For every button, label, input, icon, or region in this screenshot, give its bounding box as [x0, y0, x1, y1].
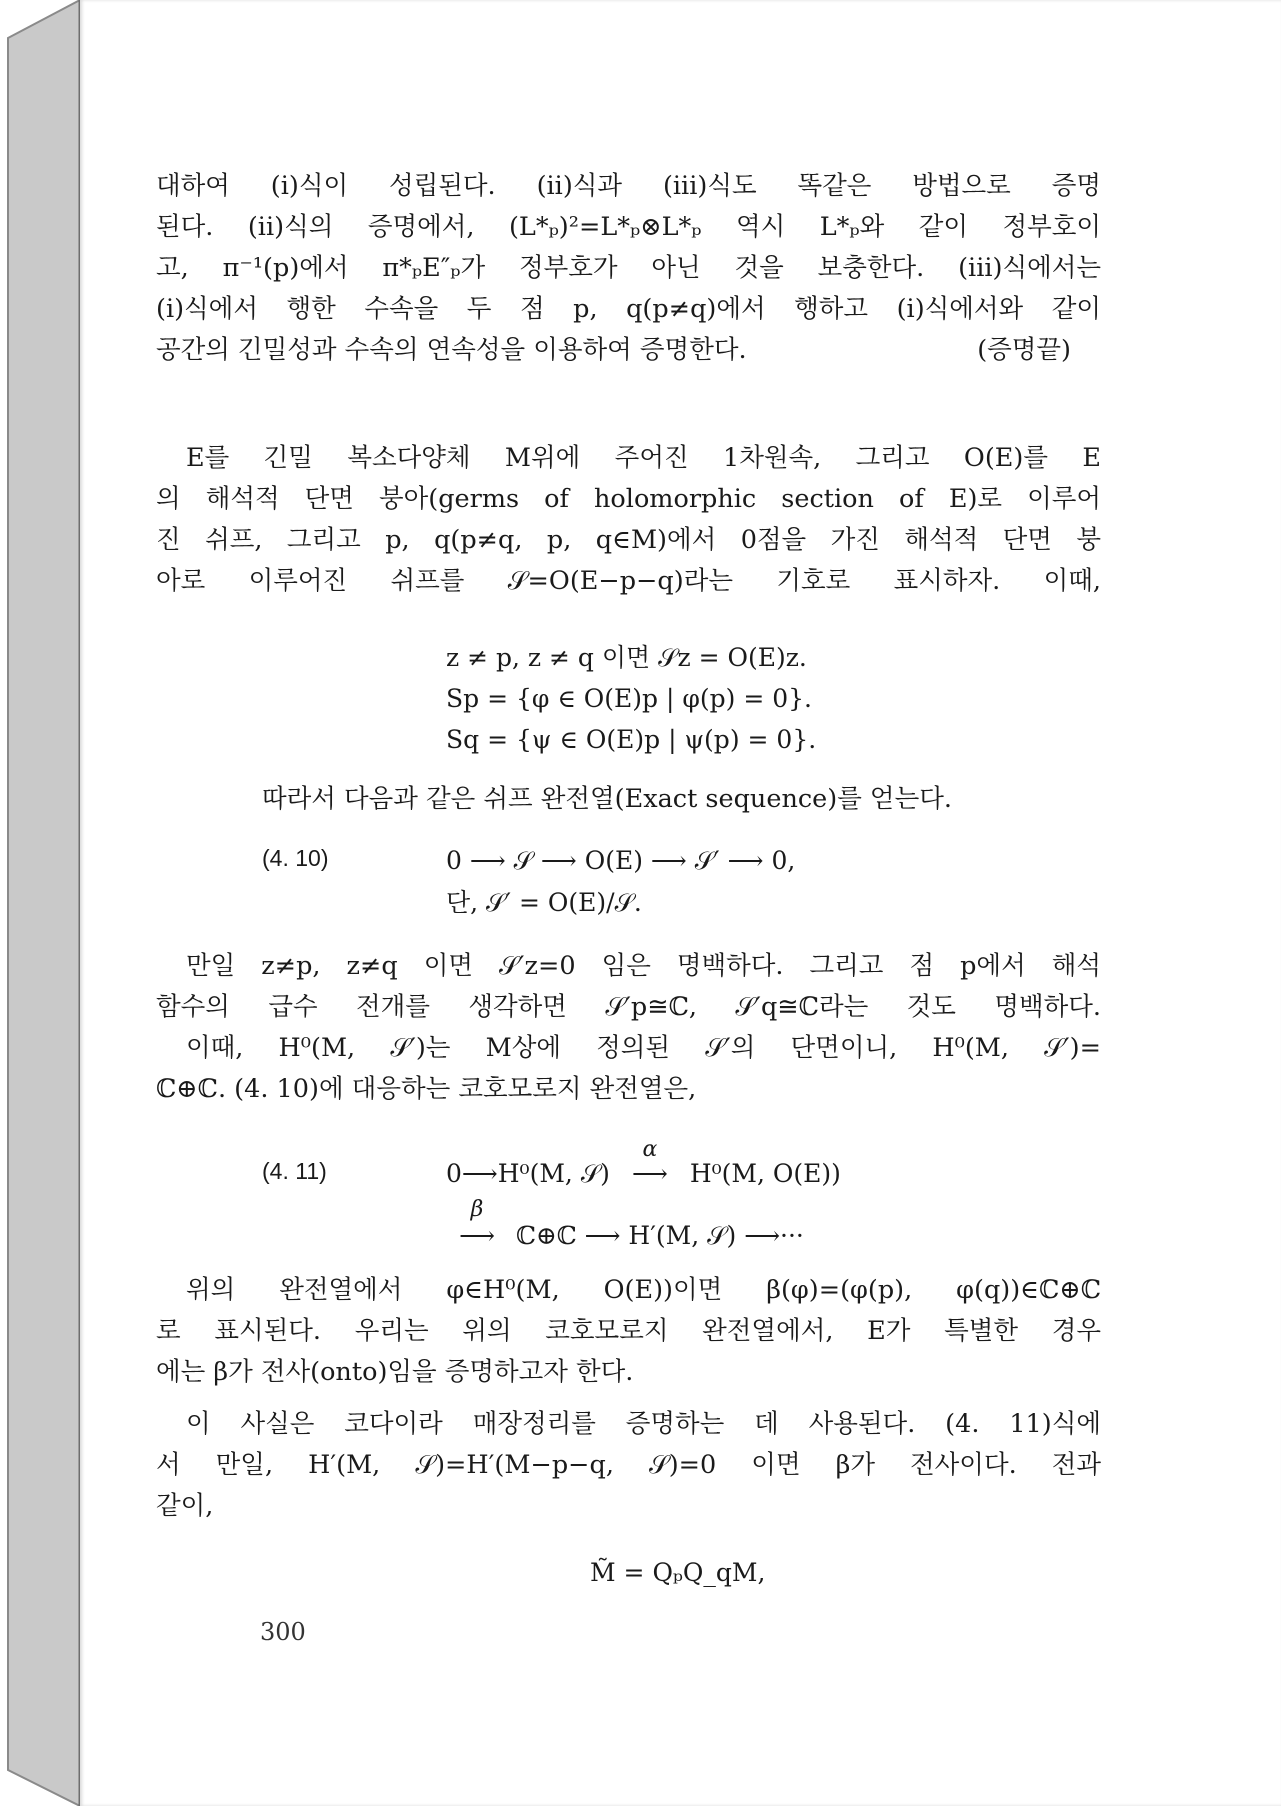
definition-line: Sp = {φ ∈ O(E)p | φ(p) = 0}. — [446, 684, 812, 713]
long-arrow-icon: ⟶ — [459, 1221, 495, 1250]
text-line: 함수의 급수 전개를 생각하면 𝒮′p≅ℂ, 𝒮′q≅ℂ라는 것도 명백하다. — [156, 992, 1101, 1022]
exact-sequence-4-10: 0 ⟶ 𝒮 ⟶ O(E) ⟶ 𝒮′ ⟶ 0, — [446, 846, 796, 875]
book-spine — [0, 0, 80, 1806]
sequence-end: ℂ⊕ℂ ⟶ H′(M, 𝒮) ⟶··· — [515, 1221, 804, 1250]
alpha-arrow — [618, 1137, 682, 1194]
text-line: 이 사실은 코다이라 매장정리를 증명하는 데 사용된다. (4. 11)식에 — [186, 1409, 1101, 1439]
cohomology-sequence-line-1 — [446, 1137, 841, 1194]
equation-label: (4. 10) — [262, 845, 329, 871]
onto-paragraph — [156, 1270, 1101, 1393]
text-line: ℂ⊕ℂ. (4. 10)에 대응하는 코호모로지 완전열은, — [156, 1074, 697, 1104]
end-of-proof-mark: (증명끝) — [977, 335, 1071, 365]
text-line: E를 긴밀 복소다양체 M위에 주어진 1차원속, 그리고 O(E)를 E — [186, 443, 1101, 473]
beta-arrow — [446, 1197, 508, 1256]
setup-paragraph — [156, 438, 1101, 602]
text-line — [156, 330, 1101, 371]
text-line: 로 표시된다. 우리는 위의 코호모로지 완전열에서, E가 특별한 경우 — [156, 1316, 1101, 1346]
text-line: 의 해석적 단면 붕아(germs of holomorphic section of E)로 이루어 — [156, 484, 1101, 514]
text-line: (i)식에서 행한 수속을 두 점 p, q(p≠q)에서 행하고 (i)식에서와 같이 — [156, 294, 1101, 324]
stalk-paragraph — [156, 946, 1101, 1110]
quotient-definition: 단, 𝒮′ = O(E)/𝒮. — [446, 888, 642, 917]
kodaira-paragraph — [156, 1404, 1101, 1527]
equation-label: (4. 11) — [262, 1158, 327, 1184]
long-arrow-icon: ⟶ — [631, 1159, 668, 1188]
text-line: 대하여 (i)식이 성립된다. (ii)식과 (iii)식도 똑같은 방법으로 증명 — [156, 171, 1101, 201]
text-line: 진 쉬프, 그리고 p, q(p≠q, p, q∈M)에서 0점을 가진 해석적 단면 붕 — [156, 525, 1101, 555]
alpha-symbol: α — [642, 1137, 658, 1162]
text-line: 위의 완전열에서 φ∈H⁰(M, O(E))이면 β(φ)=(φ(p), φ(q))∈ℂ⊕ℂ — [186, 1275, 1101, 1305]
text-line: 에는 β가 전사(onto)임을 증명하고자 한다. — [156, 1357, 634, 1387]
text-line: 아로 이루어진 쉬프를 𝒮=O(E−p−q)라는 기호로 표시하자. 이때, — [156, 566, 1101, 596]
cohomology-sequence-line-2 — [446, 1197, 804, 1256]
definition-line: z ≠ p, z ≠ q 이면 𝒮z = O(E)z. — [446, 643, 807, 672]
sequence-start: 0⟶H⁰(M, 𝒮) — [446, 1159, 610, 1188]
text-line: 같이, — [156, 1491, 214, 1521]
text-line-content: 공간의 긴밀성과 수속의 연속성을 이용하여 증명한다. — [156, 335, 747, 365]
page-number: 300 — [260, 1618, 306, 1646]
text-line: 만일 z≠p, z≠q 이면 𝒮′z=0 임은 명백하다. 그리고 점 p에서 해석 — [186, 951, 1101, 981]
text-line: 이때, H⁰(M, 𝒮′)는 M상에 정의된 𝒮′의 단면이니, H⁰(M, 𝒮′)= — [186, 1033, 1101, 1063]
definition-line: Sq = {ψ ∈ O(E)p | ψ(p) = 0}. — [446, 725, 817, 754]
sequence-middle: H⁰(M, O(E)) — [689, 1159, 841, 1188]
final-equation: M̃ = QₚQ_qM, — [590, 1558, 766, 1587]
proof-paragraph — [156, 166, 1101, 371]
text-line: 서 만일, H′(M, 𝒮)=H′(M−p−q, 𝒮)=0 이면 β가 전사이다. 전과 — [156, 1450, 1101, 1480]
text-line: 고, π⁻¹(p)에서 π*ₚE″ₚ가 정부호가 아닌 것을 보충한다. (iii)식에서는 — [156, 253, 1101, 283]
beta-symbol: β — [470, 1197, 484, 1222]
text-line: 된다. (ii)식의 증명에서, (L*ₚ)²=L*ₚ⊗L*ₚ 역시 L*ₚ와 같이 정부호이 — [156, 212, 1101, 242]
exact-sequence-intro: 따라서 다음과 같은 쉬프 완전열(Exact sequence)를 얻는다. — [262, 784, 952, 814]
